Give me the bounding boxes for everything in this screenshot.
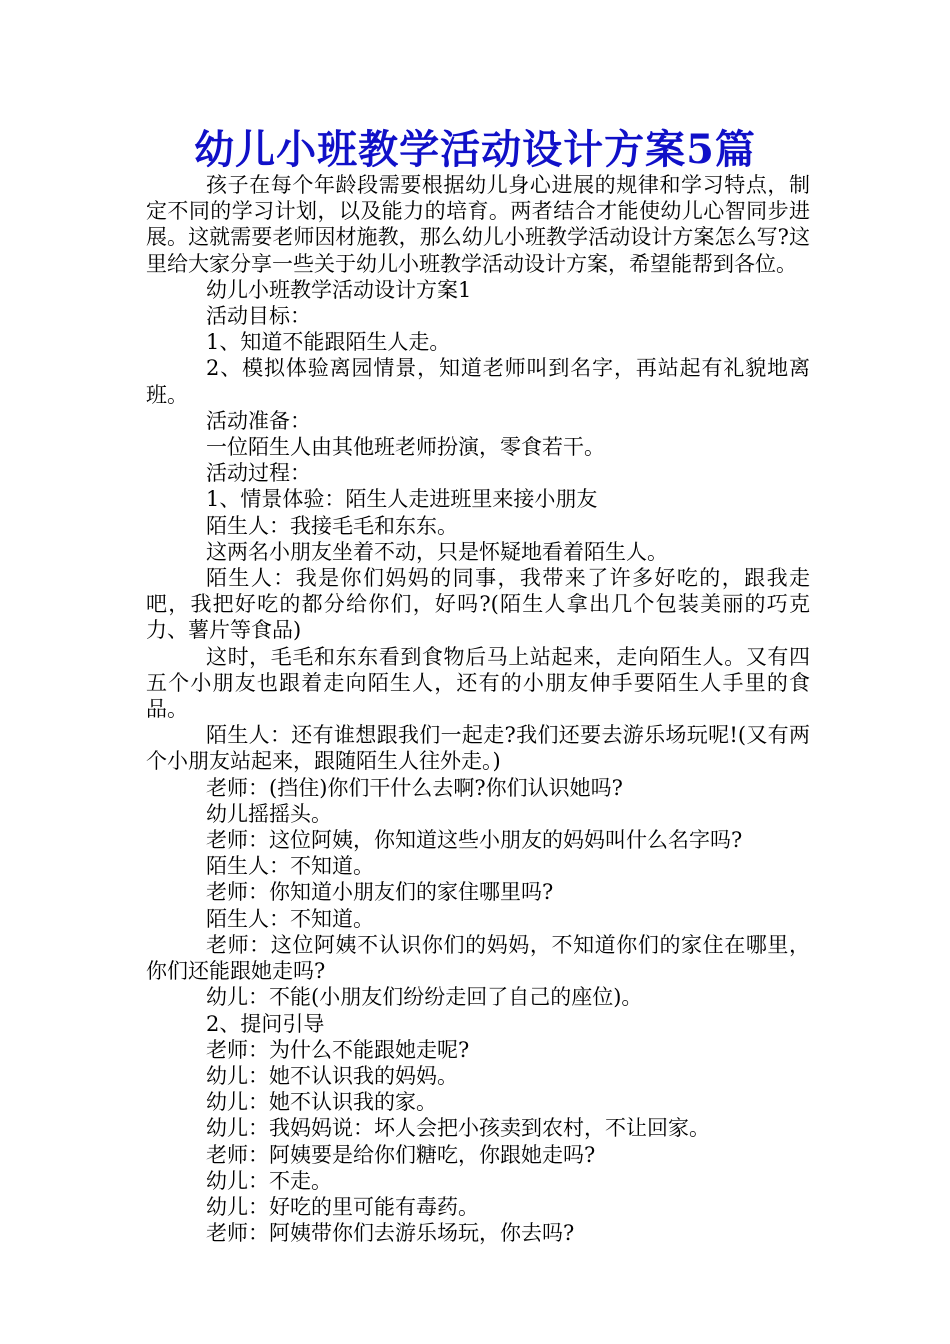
paragraph: 幼儿：好吃的里可能有毒药。 <box>206 1194 479 1219</box>
paragraph: 老师：你知道小朋友们的家住哪里吗? <box>206 880 554 905</box>
paragraph: 幼儿：她不认识我的家。 <box>206 1090 437 1115</box>
paragraph: 2、提问引导 <box>206 1011 325 1036</box>
paragraph: 幼儿：不能(小朋友们纷纷走回了自己的座位)。 <box>206 985 643 1010</box>
paragraph: 幼儿：她不认识我的妈妈。 <box>206 1063 458 1088</box>
document-title: 幼儿小班教学活动设计方案5篇 <box>194 126 756 173</box>
paragraph: 陌生人：我是你们妈妈的同事，我带来了许多好吃的，跟我走吧，我把好吃的都分给你们，好吗?(陌生人拿出几个包装美丽的巧克力、薯片等食品) <box>146 566 810 643</box>
paragraph: 老师：阿姨要是给你们糖吃，你跟她走吗? <box>206 1142 596 1167</box>
paragraph: 1、情景体验：陌生人走进班里来接小朋友 <box>206 487 598 512</box>
paragraph: 陌生人：还有谁想跟我们一起走?我们还要去游乐场玩呢!(又有两个小朋友站起来，跟随陌生人往外走。) <box>146 723 810 774</box>
document-body <box>146 172 810 1246</box>
paragraph: 陌生人：我接毛毛和东东。 <box>206 513 458 538</box>
paragraph: 这两名小朋友坐着不动，只是怀疑地看着陌生人。 <box>206 539 668 564</box>
paragraph: 活动过程： <box>206 461 311 486</box>
paragraph: 陌生人：不知道。 <box>206 854 374 879</box>
paragraph: 一位陌生人由其他班老师扮演，零食若干。 <box>206 435 605 460</box>
paragraph: 老师：这位阿姨不认识你们的妈妈，不知道你们的家住在哪里，你们还能跟她走吗? <box>146 932 810 984</box>
paragraph: 幼儿摇摇头。 <box>206 801 332 826</box>
paragraph: 幼儿：我妈妈说：坏人会把小孩卖到农村，不让回家。 <box>206 1116 710 1141</box>
paragraph: 活动目标： <box>206 304 311 329</box>
paragraph: 老师：(挡住)你们干什么去啊?你们认识她吗? <box>206 775 623 800</box>
paragraph: 这时，毛毛和东东看到食物后马上站起来，走向陌生人。又有四五个小朋友也跟着走向陌生人，还有的小朋友伸手要陌生人手里的食品。 <box>146 644 810 722</box>
paragraph: 陌生人：不知道。 <box>206 906 374 931</box>
paragraph: 2、模拟体验离园情景，知道老师叫到名字，再站起有礼貌地离班。 <box>146 356 810 407</box>
paragraph: 老师：这位阿姨，你知道这些小朋友的妈妈叫什么名字吗? <box>206 828 743 853</box>
paragraph-intro: 孩子在每个年龄段需要根据幼儿身心进展的规律和学习特点，制定不同的学习计划，以及能力的培育。两者结合才能使幼儿心智同步进展。这就需要老师因材施教，那么幼儿小班教学活动设计方案怎么写?这里给大家分享一些关于幼儿小班教学活动设计方案，希望能帮到各位。 <box>146 173 810 276</box>
paragraph: 老师：阿姨带你们去游乐场玩，你去吗? <box>206 1221 575 1246</box>
paragraph: 幼儿：不走。 <box>206 1168 332 1193</box>
paragraph: 1、知道不能跟陌生人走。 <box>206 330 451 355</box>
paragraph: 老师：为什么不能跟她走呢? <box>206 1037 470 1062</box>
paragraph: 活动准备： <box>206 408 311 433</box>
paragraph-section-heading: 幼儿小班教学活动设计方案1 <box>206 277 472 302</box>
